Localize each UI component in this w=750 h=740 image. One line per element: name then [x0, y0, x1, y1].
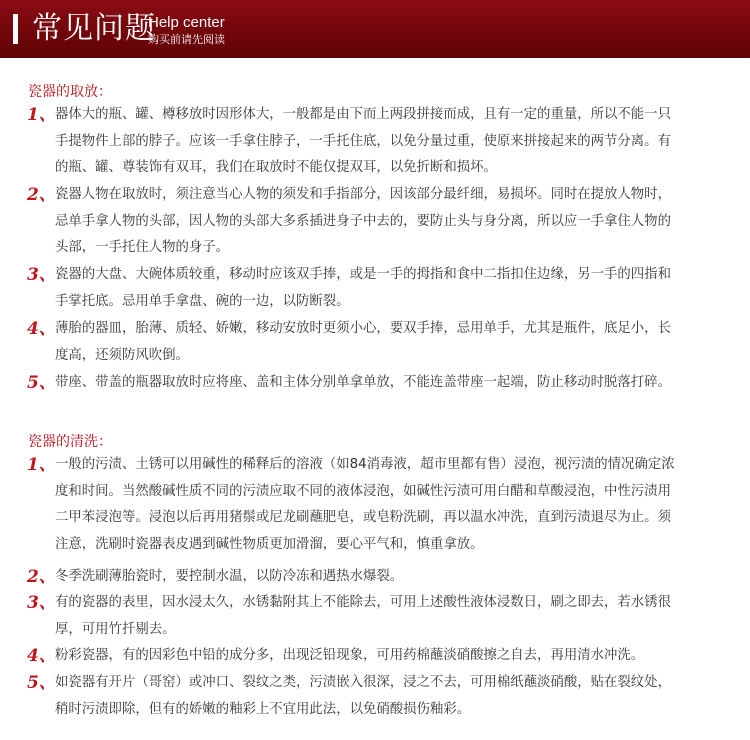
item-number: 1、 — [27, 105, 56, 125]
item-text-line: 一般的污渍、土锈可以用碱性的稀释后的溶液（如84消毒液，超市里都有售）浸泡，视污渍的情况确定浓 — [55, 457, 675, 472]
header-subtitle-en: Help center — [148, 14, 225, 31]
item-text-line: 的瓶、罐、尊装饰有双耳，我们在取放时不能仅提双耳，以免折断和损坏。 — [55, 160, 497, 175]
section-title: 瓷器的清洗： — [28, 434, 112, 450]
item-text-line: 器体大的瓶、罐、樽移放时因形体大，一般都是由下而上两段拼接而成，且有一定的重量，所以不能一只 — [55, 107, 671, 122]
item-text-line: 粉彩瓷器，有的因彩色中铅的成分多，出现泛铅现象，可用药棉蘸淡硝酸擦之自去，再用清水冲洗。 — [55, 648, 645, 663]
item-text-line: 手提物件上部的脖子。应该一手拿住脖子，一手托住底，以免分量过重，使原来拼接起来的两节分离。有 — [55, 133, 671, 149]
item-text-line: 有的瓷器的表里，因水浸太久，水锈黏附其上不能除去，可用上述酸性液体浸数日，刷之即去，若水锈很 — [55, 595, 671, 610]
item-text-line: 如瓷器有开片（哥窑）或冲口、裂纹之类，污渍嵌入很深，浸之不去，可用棉纸蘸淡硝酸，贴在裂纹处， — [55, 675, 671, 690]
item-text-line: 稍时污渍即除，但有的娇嫩的釉彩上不宜用此法，以免硝酸损伤釉彩。 — [55, 701, 471, 717]
item-text-line: 忌单手拿人物的头部，因人物的头部大多系插进身子中去的，要防止头与身分离，所以应一手拿住人物的 — [55, 213, 671, 229]
header-accent-bar — [13, 14, 18, 44]
item-number: 4、 — [27, 319, 56, 339]
item-text-line: 手掌托底。忌用单手拿盘、碗的一边，以防断裂。 — [55, 293, 350, 309]
item-text-line: 二甲苯浸泡等。浸泡以后再用猪鬃或尼龙刷蘸肥皂，或皂粉洗刷，再以温水冲洗，直到污渍退尽为止。须 — [55, 510, 671, 525]
item-text-line: 度和时间。当然酸碱性质不同的污渍应取不同的液体浸泡，如碱性污渍可用白醋和草酸浸泡，中性污渍用 — [55, 483, 671, 499]
page-title: 常见问题 — [32, 11, 156, 46]
header-subtitle-cn: 购买前请先阅读 — [148, 33, 225, 46]
item-text-line: 瓷器的大盘、大碗体质较重，移动时应该双手捧，或是一手的拇指和食中二指扣住边缘，另一手的四指和 — [55, 267, 671, 282]
item-text-line: 冬季洗刷薄胎瓷时，要控制水温，以防冷冻和遇热水爆裂。 — [55, 569, 404, 584]
item-number: 5、 — [27, 373, 56, 393]
item-number: 1、 — [27, 455, 56, 475]
item-number: 2、 — [27, 185, 56, 205]
item-number: 3、 — [27, 593, 56, 613]
item-number: 4、 — [27, 646, 56, 666]
item-text-line: 带座、带盖的瓶器取放时应将座、盖和主体分别单拿单放，不能连盖带座一起端，防止移动时脱落打碎。 — [55, 375, 671, 390]
item-text-line: 头部，一手托住人物的身子。 — [55, 240, 230, 255]
item-text-line: 薄胎的器皿，胎薄、质轻、娇嫩，移动安放时更须小心，要双手捧，忌用单手，尤其是瓶件，底足小，长 — [55, 321, 671, 336]
item-number: 5、 — [27, 673, 56, 693]
section-title: 瓷器的取放： — [28, 84, 112, 100]
item-number: 3、 — [27, 265, 56, 285]
item-number: 2、 — [27, 567, 56, 587]
item-text-line: 厚，可用竹扦剔去。 — [55, 621, 176, 637]
item-text-line: 度高，还须防风吹倒。 — [55, 347, 189, 363]
item-text-line: 注意，洗刷时瓷器表皮遇到碱性物质更加滑溜，要心平气和，慎重拿放。 — [55, 536, 484, 552]
header-banner — [0, 0, 750, 58]
item-text-line: 瓷器人物在取放时，须注意当心人物的须发和手指部分，因该部分最纤细，易损坏。同时在提放人物时， — [55, 187, 671, 202]
